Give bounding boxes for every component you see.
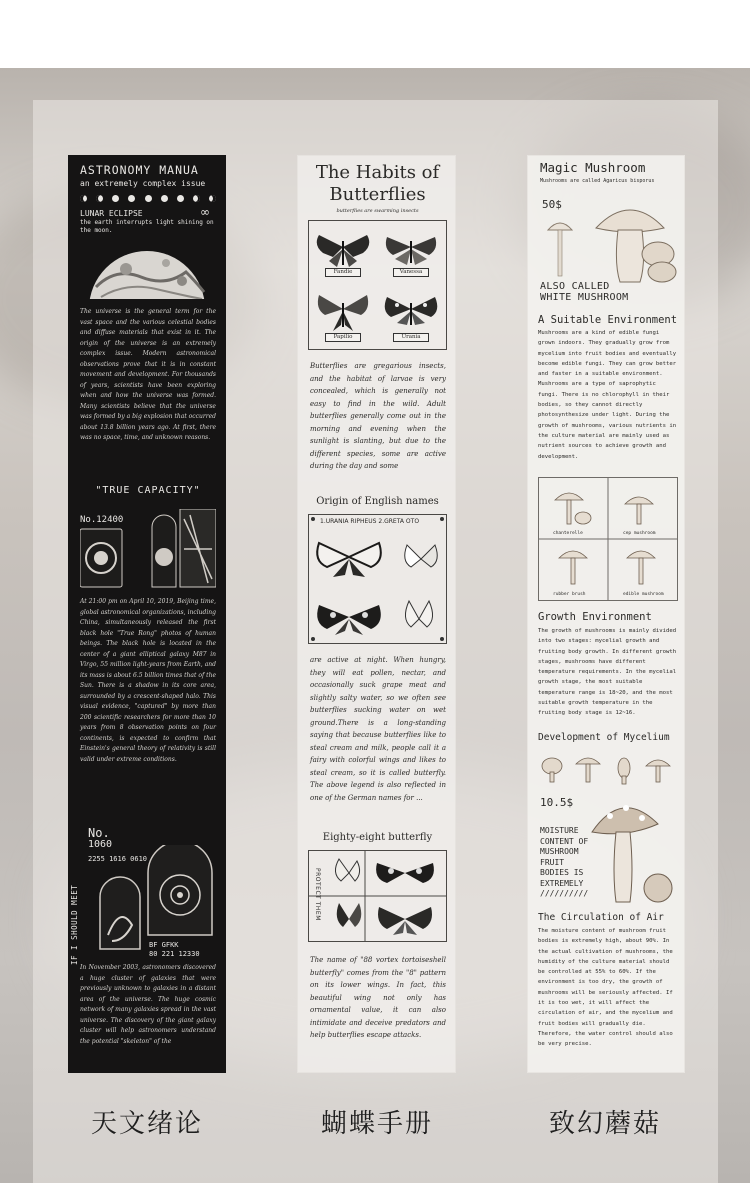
vertical-text: IF I SHOULD MEET <box>70 884 79 965</box>
suitable-environment-heading: A Suitable Environment <box>538 314 678 326</box>
specimen-label: Vanessa <box>393 268 429 277</box>
caps-line: FRUIT <box>540 857 565 867</box>
digits-code: 2255 1616 0610 <box>88 855 148 863</box>
astronomy-strip <box>68 155 226 1073</box>
galaxy-paragraph: In November 2003, astronomers discovered a huge cluster of galaxies that were previously unknown to galaxies in a distant area of the universe. The huge cosmic network of many galaxies spread in the vast universe. The discovery of the giant galaxy cluster will help astronomers understand the potential "skeleton" of the <box>80 964 216 1045</box>
title-line-1: The Habits of <box>315 162 440 183</box>
number-label: No.12400 <box>80 515 124 525</box>
lunar-eclipse-caption: the earth interrupts light shining on the moon. <box>80 219 214 234</box>
air-circulation-heading: The Circulation of Air <box>538 912 664 923</box>
tagline: butterflies are swarming insects <box>336 208 419 214</box>
caption-astronomy: 天文绪论 <box>90 1109 203 1139</box>
bf-code <box>149 941 200 959</box>
habits-paragraph: Butterflies are gregarious insects, and the habitat of larvae is very concealed, which is generally not easy to find in the wild. Adult butterflies generally come out in the morning and evening when the sunlight is slanting, but due to the different species, some are active during the day and some <box>310 362 446 470</box>
caps-line: EXTREMELY <box>540 878 584 888</box>
caption-butterfly: 蝴蝶手册 <box>320 1109 433 1139</box>
specimen-label: Fandie <box>325 268 361 277</box>
caps-line: WHITE MUSHROOM <box>540 292 629 303</box>
caps-line: ALSO CALLED <box>540 281 610 292</box>
no-value: 1060 <box>88 839 113 850</box>
strip-subtitle: an extremely complex issue <box>80 179 206 188</box>
origin-butterflies-illustration <box>309 515 446 643</box>
growth-environment-heading: Growth Environment <box>538 611 652 623</box>
mycelium-stages-illustration <box>538 748 678 788</box>
origin-heading: Origin of English names <box>316 496 439 507</box>
arch-windows-illustration <box>98 845 218 955</box>
price-label: 50$ <box>542 198 562 211</box>
origin-box <box>308 514 447 644</box>
eighty-eight-heading: Eighty-eight butterfly <box>322 832 433 843</box>
strip-subtitle: Mushrooms are called Agaricus bisporus <box>540 178 655 184</box>
white-mushroom-illustration <box>540 194 680 284</box>
also-called-label <box>540 281 629 303</box>
mycelium-heading: Development of Mycelium <box>538 732 670 743</box>
specimen-label: Urania <box>393 333 429 342</box>
feeding-paragraph: are active at night. When hungry, they will eat pollen, nectar, and occasionally suck grape meat and slightly salty water, so we often see butterflies sucking water on wet ground.There is a long-standing saying that because butterflies like to steal cream and milk, people call it a fairy with colorful wings and likes to steal cream, so it is called butterfly. The above legend is also reflected in one of the German names for ... <box>310 656 446 802</box>
grid-caption: edible mushroom <box>623 592 664 597</box>
black-hole-paragraph: At 21:00 pm on April 10, 2019, Beijing time, global astronomical organizations, including China, simultaneously released the first black hole "True Rong" photos of human beings. The black hole is located in the center of a giant elliptical galaxy M87 in Virgo, 55 million light-years from Earth, and its mass is about 6.5 billion times that of the Sun. There is a shadow in its core area, surrounded by a crescent-shaped halo. This visual evidence, "captured" by more than 200 scientific researchers for more than 10 years from 8 observation points on four continents, is expected to confirm that Einstein's general theory of relativity is still valid under extreme conditions. <box>80 598 216 763</box>
bf-label: BF GFKK <box>149 941 179 949</box>
butterfly-specimen-box <box>308 220 447 350</box>
lunar-eclipse-label: LUNAR ECLIPSE <box>80 209 143 218</box>
eighty-eight-butterflies-illustration <box>309 851 446 941</box>
no-label: No. <box>88 826 110 840</box>
true-capacity-heading: "TRUE CAPACITY" <box>95 485 201 496</box>
caps-line: BODIES IS <box>540 868 584 877</box>
mushroom-types-grid <box>538 477 678 601</box>
grid-caption: rubber brush <box>553 592 586 597</box>
intro-paragraph: The universe is the general term for the vast space and the various celestial bodies and diffuse materials that exist in it. The origin of the universe is an extremely complex issue. Modern astronomical observations prove that it is in constant movement and development. For thousands of years, scientists have been exploring when and how the universe was formed. Many scientists believe that the universe was formed by a big explosion that occurred about 13.8 billion years ago. At first, there was no space, time, and unknown reasons. <box>80 308 216 441</box>
protect-them-vertical-text: PROTECT THEM <box>314 868 321 921</box>
price-label: 10.5$ <box>540 796 574 809</box>
caps-line: CONTENT OF <box>540 836 589 846</box>
species-names: 1.URANIA RIPHEUS 2.GRETA OTO <box>320 518 420 525</box>
specimen-label: Papilio <box>325 333 361 342</box>
caption-mushroom: 致幻蘑菇 <box>548 1109 661 1139</box>
moisture-caps <box>540 826 588 900</box>
suitable-environment-paragraph: Mushrooms are a kind of edible fungi grown indoors. They gradually grow from mycelium into fruit bodies and eventually become edible fungi. They can grow better and faster in a suitable environment. Mushrooms are a type of saprophytic fungi. There is no chlorophyll in their bodies, so they cannot directly photosynthesize under light. During the growth of mushrooms, various nutrients in the culture material are mainly used as nutrient sources to achieve growth and development. <box>538 330 677 460</box>
eighty-eight-paragraph: The name of "88 vortex tortoiseshell butterfly" comes from the "8" pattern on its lower wings. In fact, this beautiful wing not only has ornamental value, it can also intimidate and deceive predators and help butterflies escape attacks. <box>310 956 446 1039</box>
moon-phases-icon <box>80 195 216 202</box>
grid-caption: chanterelle <box>553 531 583 536</box>
butterfly-strip <box>297 155 456 1073</box>
strip-title: ASTRONOMY MANUA <box>80 163 199 177</box>
air-circulation-paragraph: The moisture content of mushroom fruit bodies is extremely high, about 90%. In the actual cultivation of mushrooms, the humidity of the culture material should be controlled at 55% to 60%. If the environment is too dry, the growth of mushrooms will be seriously affected. If it is too wet, it will affect the circulation of air, and the mycelium and fruit bodies will gradually die. Therefore, the water control should also be very precise. <box>538 928 673 1048</box>
caps-line: MOISTURE <box>540 826 579 835</box>
fly-agaric-illustration <box>586 792 682 908</box>
strip-title: Magic Mushroom <box>540 160 646 175</box>
butterfly-specimens-illustration <box>309 221 446 349</box>
caps-line: MUSHROOM <box>540 847 579 856</box>
planet-illustration <box>86 247 208 299</box>
bf-number: 80 221 12330 <box>149 950 200 958</box>
title-line-2: Butterflies <box>329 184 426 205</box>
grid-caption: cep mushroom <box>623 531 656 536</box>
infinity-icon: ∞ <box>200 205 210 219</box>
caps-line: ////////// <box>540 889 589 898</box>
mushroom-strip <box>527 155 685 1073</box>
eighty-eight-box <box>308 850 447 942</box>
growth-environment-paragraph: The growth of mushrooms is mainly divided into two stages: mycelial growth and fruiting body growth. In different growth stages, mushrooms have different temperature requirements. In the mycelial growth stage, the most suitable temperature range is 18~20, and the most suitable growth temperature in the fruiting body stage is 12~16. <box>538 628 677 717</box>
mushroom-types-illustration <box>539 478 677 600</box>
strip-title <box>298 162 456 206</box>
